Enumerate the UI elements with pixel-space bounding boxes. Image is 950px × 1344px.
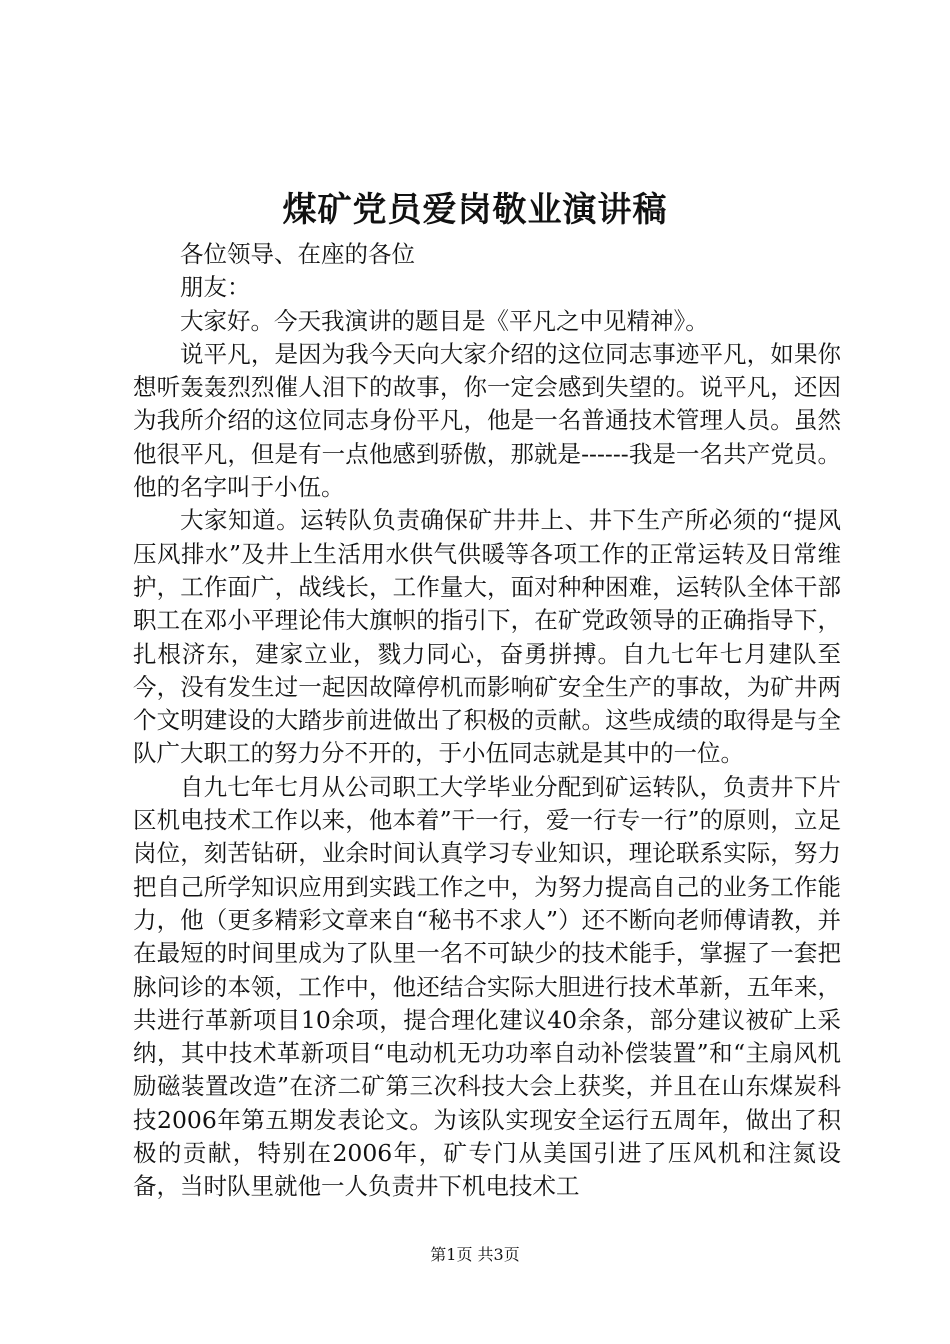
document-title: 煤矿党员爱岗敬业演讲稿	[282, 190, 668, 230]
body-paragraph: 说平凡，是因为我今天向大家介绍的这位同志事迹平凡，如果你想听轰轰烈烈催人泪下的故事，你一定会感到失望的。说平凡，还因为我所介绍的这位同志身份平凡，他是一名普通技术管理人员。虽然他很平凡，但是有一点他感到骄傲，那就是------我是一名共产党员。他的名字叫于小伍。	[133, 339, 841, 502]
greeting-paragraph: 大家好。今天我演讲的题目是《平凡之中见精神》。	[180, 306, 709, 335]
salutation-line-2: 朋友：	[180, 273, 251, 302]
body-paragraph: 自九七年七月从公司职工大学毕业分配到矿运转队，负责井下片区机电技术工作以来，他本着”干一行，爱一行专一行”的原则，立足岗位，刻苦钻研，业余时间认真学习专业知识，理论联系实际，努力把自己所学知识应用到实践工作之中，为努力提高自己的业务工作能力，他（更多精彩文章来自“秘书不求人”）还不断向老师傅请教，并在最短的时间里成为了队里一名不可缺少的技术能手，掌握了一套把脉问诊的本领，工作中，他还结合实际大胆进行技术革新，五年来，共进行革新项目10余项，提合理化建议40余条，部分建议被矿上采纳，其中技术革新项目“电动机无功功率自动补偿装置”和“主扇风机励磁装置改造”在济二矿第三次科技大会上获奖，并且在山东煤炭科技2006年第五期发表论文。为该队实现安全运行五周年，做出了积极的贡献，特别在2006年，矿专门从美国引进了压风机和注氮设备，当时队里就他一人负责井下机电技术工	[133, 772, 841, 1201]
body-paragraph: 大家知道。运转队负责确保矿井井上、井下生产所必须的“提风压风排水”及井上生活用水供气供暖等各项工作的正常运转及日常维护，工作面广，战线长，工作量大，面对种种困难，运转队全体干部职工在邓小平理论伟大旗帜的指引下，在矿党政领导的正确指导下，扎根济东，建家立业，戮力同心，奋勇拼搏。自九七年七月建队至今，没有发生过一起因故障停机而影响矿安全生产的事故，为矿井两个文明建设的大踏步前进做出了积极的贡献。这些成绩的取得是与全队广大职工的努力分不开的，于小伍同志就是其中的一位。	[133, 506, 841, 768]
salutation-line-1: 各位领导、在座的各位	[180, 240, 415, 268]
page-number-footer: 第1页 共3页	[430, 1245, 520, 1264]
document-body	[133, 238, 841, 1204]
